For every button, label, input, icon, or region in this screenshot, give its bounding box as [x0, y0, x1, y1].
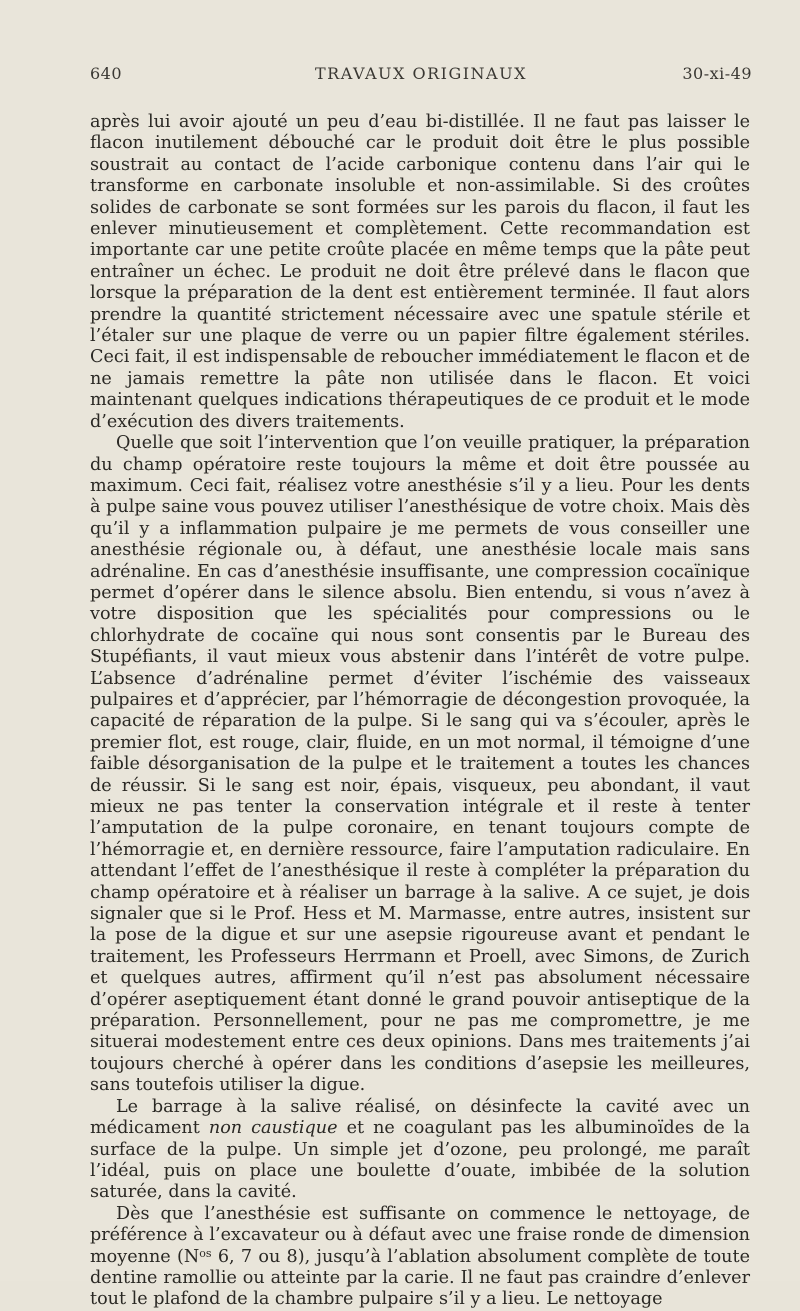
- paragraph-text: et ne coagulant pas les albuminoïdes de la surface de la pulpe. Un simple jet d’ozone, peu prolongé, me paraît l’idéal, puis on place une boulette d’ouate, imbibée de la solution saturée, dans la cavité.: [90, 1118, 750, 1203]
- paragraph: après lui avoir ajouté un peu d’eau bi-distillée. Il ne faut pas laisser le flacon inutilement débouché car le produit doit être le plus possible soustrait au contact de l’acide carbonique contenu dans l’air qui le transforme en carbonate insoluble et non-assimilable. Si des croûtes solides de carbonate se sont formées sur les parois du flacon, il faut les enlever minutieusement et complètement. Cette recommandation est importante car une petite croûte placée en même temps que la pâte peut entraîner un échec. Le produit ne doit être prélevé dans le flacon que lorsque la préparation de la dent est entièrement terminée. Il faut alors prendre la quantité strictement nécessaire avec une spatule stérile et l’étaler sur une plaque de verre ou un papier filtre également stériles. Ceci fait, il est indispensable de reboucher immédiatement le flacon et de ne jamais remettre la pâte non utilisée dans le flacon. Et voici maintenant quelques indications thérapeutiques de ce produit et le mode d’exécution des divers traitements.: [90, 112, 750, 432]
- paragraph-text: Dès que l’anesthésie est suffisante on commence le nettoyage, de préférence à l’excavateur ou à défaut avec une fraise ronde de dimension moyenne (N: [90, 1203, 750, 1267]
- paragraph: [90, 1204, 750, 1311]
- paragraph-text: Le barrage à la salive réalisé, on désinfecte la cavité avec un médicament: [90, 1096, 750, 1139]
- paragraph-text: 6, 7 ou 8), jusqu’à l’ablation absolument complète de toute dentine ramollie ou atteinte par la carie. Il ne faut pas craindre d’enlever tout le plafond de la chambre pulpaire s’il y a lieu. Le nettoyage: [90, 1246, 750, 1310]
- article-body: [90, 112, 750, 1311]
- paragraph: Quelle que soit l’intervention que l’on veuille pratiquer, la préparation du champ opératoire reste toujours la même et doit être poussée au maximum. Ceci fait, réalisez votre anesthésie s’il y a lieu. Pour les dents à pulpe saine vous pouvez utiliser l’anesthésique de votre choix. Mais dès qu’il y a inflammation pulpaire je me permets de vous conseiller une anesthésie régionale ou, à défaut, une anesthésie locale mais sans adrénaline. En cas d’anesthésie insuffisante, une compression cocaïnique permet d’opérer dans le silence absolu. Bien entendu, si vous n’avez à votre disposition que les spécialités pour compressions ou le chlorhydrate de cocaïne qui nous sont consentis par le Bureau des Stupéfiants, il vaut mieux vous abstenir dans l’intérêt de votre pulpe. L’absence d’adrénaline permet d’éviter l’ischémie des vaisseaux pulpaires et d’apprécier, par l’hémorragie de décongestion provoquée, la capacité de réparation de la pulpe. Si le sang qui va s’écouler, après le premier flot, est rouge, clair, fluide, en un mot normal, il témoigne d’une faible désorganisation de la pulpe et le traitement a toutes les chances de réussir. Si le sang est noir, épais, visqueux, peu abondant, il vaut mieux ne pas tenter la conservation intégrale et il reste à tenter l’amputation de la pulpe coronaire, en tenant toujours compte de l’hémorragie et, en dernière ressource, faire l’amputation radiculaire. En attendant l’effet de l’anesthésique il reste à compléter la préparation du champ opératoire et à réaliser un barrage à la salive. A ce sujet, je dois signaler que si le Prof. Hess et M. Marmasse, entre autres, insistent sur la pose de la digue et sur une asepsie rigoureuse avant et pendant le traitement, les Professeurs Herrmann et Proell, avec Simons, de Zurich et quelques autres, affirment qu’il n’est pas absolument nécessaire d’opérer aseptiquement étant donné le grand pouvoir antiseptique de la préparation. Personnellement, pour ne pas me compromettre, je me situerai modestement entre ces deux opinions. Dans mes traitements j’ai toujours cherché à opérer dans les conditions d’asepsie les meilleures, sans toutefois utiliser la digue.: [90, 433, 750, 1096]
- issue-date: 30-xi-49: [682, 64, 752, 83]
- emphasis: non caustique: [208, 1118, 338, 1139]
- page-number: 640: [90, 64, 123, 83]
- running-header: [90, 64, 752, 88]
- superscript: os: [199, 1246, 212, 1260]
- running-title: TRAVAUX ORIGINAUX: [315, 64, 527, 83]
- paragraph: [90, 1097, 750, 1204]
